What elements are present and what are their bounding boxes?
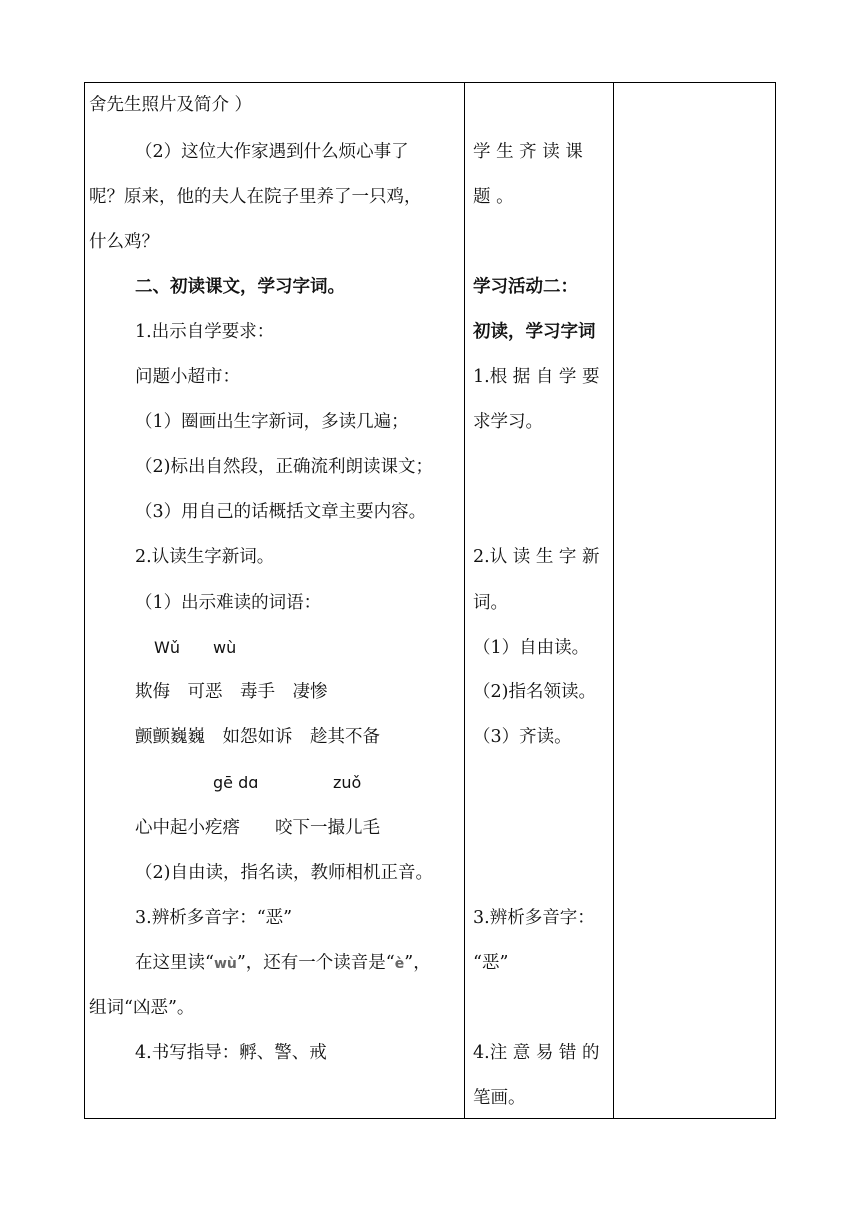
- text-line: 问题小超市：: [135, 367, 240, 387]
- word-list: 欺侮 可恶 毒手 凄惨: [135, 682, 328, 702]
- text-line: “恶”: [473, 953, 509, 973]
- pinyin-annotation: Wǔ: [154, 638, 180, 657]
- word-list: 心中起小疙瘩 咬下一撮儿毛: [135, 818, 380, 838]
- text-line: （2)标出自然段，正确流利朗读课文；: [135, 457, 433, 477]
- text-line: （3）用自己的话概括文章主要内容。: [135, 502, 427, 522]
- activity-heading: 学习活动二：: [473, 277, 578, 297]
- text-line: 题 。: [473, 187, 514, 207]
- section-heading: 二、初读课文，学习字词。: [135, 277, 345, 297]
- text-line: 4.书写指导：孵、警、戒: [135, 1043, 327, 1063]
- text-line: 求学习。: [473, 412, 543, 432]
- text-line: 学 生 齐 读 课: [473, 142, 583, 162]
- text-line: 4.注 意 易 错 的: [473, 1043, 600, 1063]
- text-line: 笔画。: [473, 1088, 526, 1108]
- text-line: 呢？原来，他的夫人在院子里养了一只鸡，: [89, 187, 422, 207]
- text-line: 舍先生照片及简介 ）: [89, 95, 253, 115]
- text-line: 词。: [473, 593, 508, 613]
- word-list: 颤颤巍巍 如怨如诉 趁其不备: [135, 727, 380, 747]
- lesson-table: [84, 82, 776, 1119]
- text-line: 在这里读“wù”，还有一个读音是“è”，: [135, 953, 431, 973]
- text-line: （2)自由读，指名读，教师相机正音。: [135, 863, 433, 883]
- text-line: 1.出示自学要求：: [135, 322, 275, 342]
- pinyin-annotation: wù: [213, 638, 237, 657]
- pinyin-annotation: gē dɑ: [213, 773, 259, 792]
- text-line: （3）齐读。: [473, 727, 572, 747]
- text-line: 3.辨析多音字：: [473, 908, 595, 928]
- pinyin-annotation: zuǒ: [333, 773, 362, 792]
- column-divider-1: [464, 83, 465, 1118]
- text-line: （2)指名领读。: [473, 682, 596, 702]
- pinyin-image: è: [394, 956, 405, 972]
- text-line: 2.认 读 生 字 新: [473, 547, 600, 567]
- text-line: （1）自由读。: [473, 638, 590, 658]
- text-line: （1）出示难读的词语：: [135, 593, 322, 613]
- pinyin-image: wù: [213, 956, 237, 972]
- text-line: 2.认读生字新词。: [135, 547, 275, 567]
- text-line: （1）圈画出生字新词，多读几遍；: [135, 412, 409, 432]
- text-line: （2）这位大作家遇到什么烦心事了: [135, 142, 409, 162]
- text-line: 3.辨析多音字：“恶”: [135, 908, 293, 928]
- text-line: 组词“凶恶”。: [89, 998, 195, 1018]
- text-line: 1.根 据 自 学 要: [473, 367, 600, 387]
- text-line: 什么鸡？: [89, 232, 159, 252]
- activity-heading: 初读，学习字词: [473, 322, 596, 342]
- notes-column: [614, 83, 776, 1118]
